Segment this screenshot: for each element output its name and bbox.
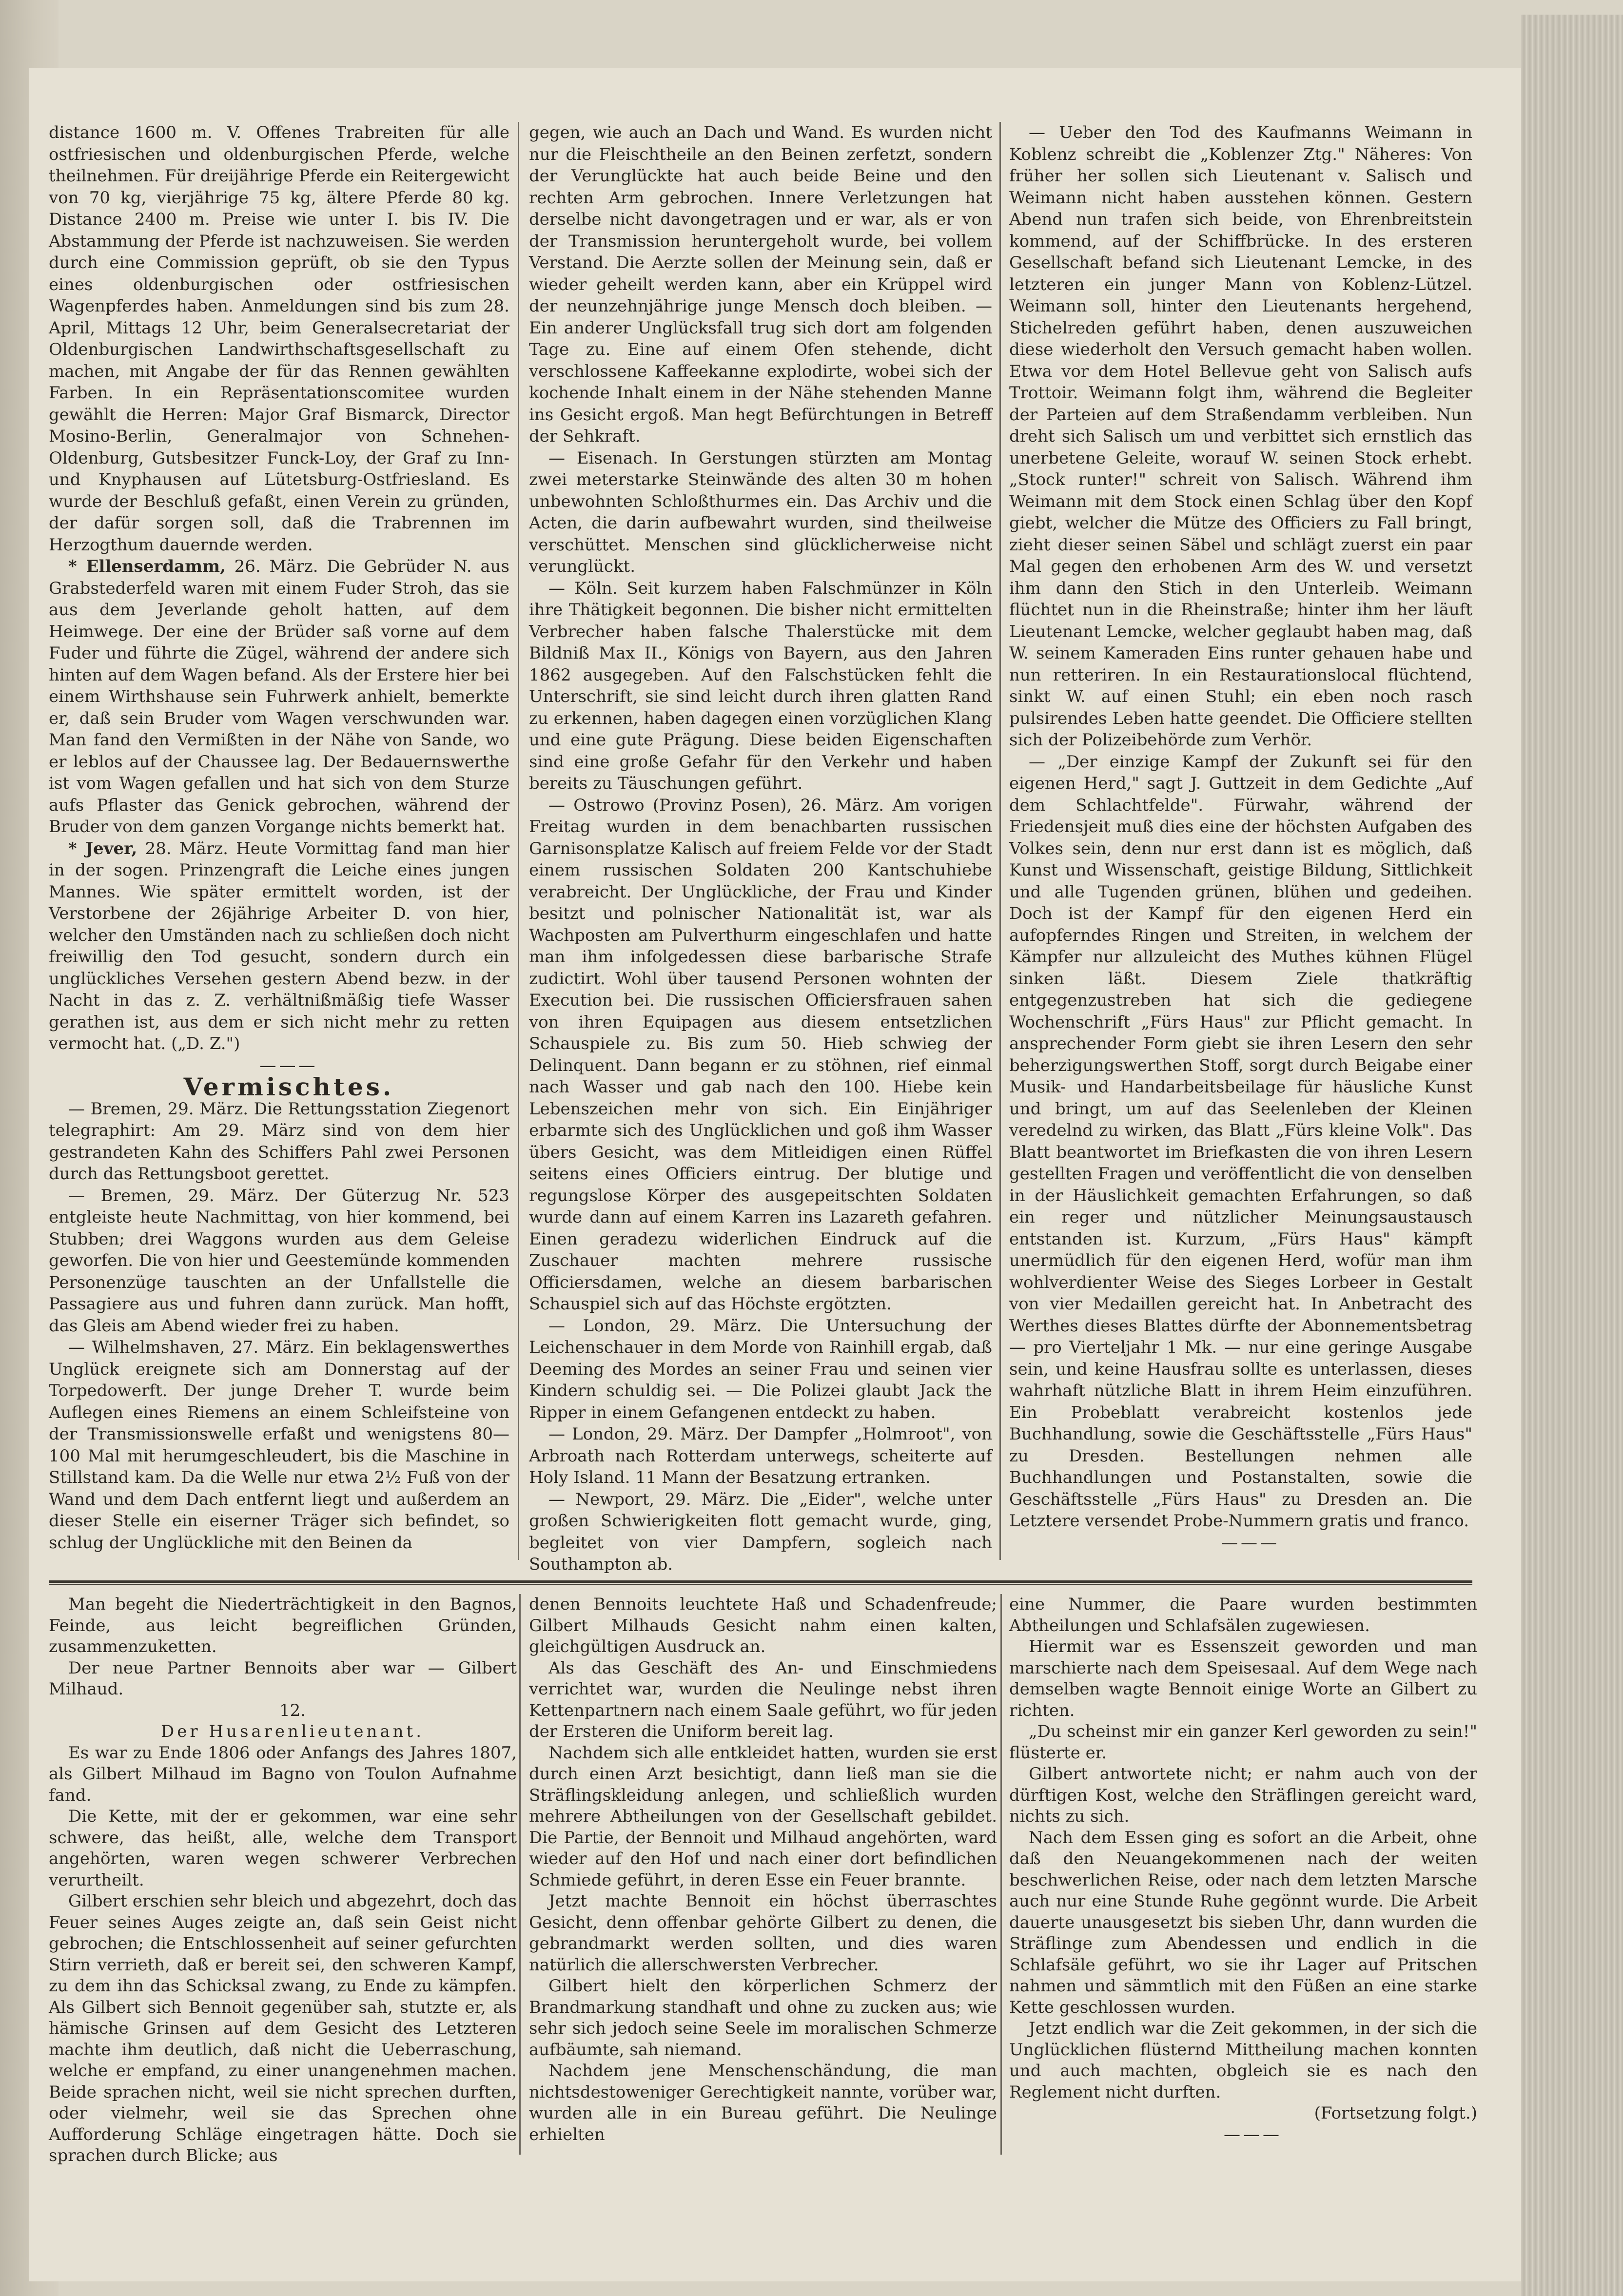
paragraph: Gilbert erschien sehr bleich und abgezehrt, doch das Feuer seines Auges zeigte an, daß sein Geist nicht gebrochen; die Entschlossenheit auf seiner gefurchten Stirn verrieth, daß er bereit sei, den schweren Kampf, zu dem ihn das Schicksal zwang, zu Ende zu kämpfen. Als Gilbert sich Bennoit gegenüber sah, stutzte er, als hämische Grinsen auf dem Gesicht des Letzteren machte ihm deutlich, daß nicht die Ueberraschung, welche er empfand, zu einer unangenehmen machen. Beide sprachen nicht, weil sie nicht sprechen durften, oder vielmehr, weil sie das Sprechen ohne Aufforderung Schläge eingetragen hätte. Doch sie sprachen durch Blicke; aus (49, 1891, 517, 2165)
paragraph (49, 556, 509, 838)
paragraph-text: 26. März. Die Gebrüder N. aus Grabstederfeld waren mit einem Fuder Stroh, das sie aus dem Jeverlande geholt hatten, auf dem Heimwege. Der eine der Brüder saß vorne auf dem Fuder und führte die Zügel, während der andere sich hinten auf dem Wagen befand. Als der Erstere hier bei einem Wirthshause sein Fuhrwerk anhielt, bemerkte er, daß sein Bruder vom Wagen verschwunden war. Man fand den Vermißten in der Nähe von Sande, wo er leblos auf der Chaussee lag. Der Bedauernswerthe ist vom Wagen gefallen und hat sich von dem Sturze aufs Pflaster das Genick gebrochen, während der Bruder von dem ganzen Vorgange nichts bemerkt hat. (49, 557, 509, 837)
paragraph: — Bremen, 29. März. Der Güterzug Nr. 523 entgleiste heute Nachmittag, von hier kommend, bei Stubben; drei Waggons wurden aus dem Geleise geworfen. Die von hier und Geestemünde kommenden Personenzüge tauschten an der Unfallstelle die Passagiere aus und fuhren dann zurück. Man hofft, das Gleis am Abend wieder frei zu haben. (49, 1186, 509, 1336)
feuilleton-divider (49, 1580, 1472, 1583)
continuation-note: (Fortsetzung folgt.) (1314, 2103, 1477, 2123)
paragraph: Gilbert antwortete nicht; er nahm auch von der dürftigen Kost, welche den Sträflingen gereicht ward, nichts zu sich. (1009, 1764, 1477, 1826)
paragraph: Als das Geschäft des An- und Einschmiedens verrichtet war, wurden die Neulinge nebst ihren Kettenpartnern nach einem Saale geführt, wo für jeden der Ersteren die Uniform bereit lag. (529, 1658, 997, 1741)
paragraph: Man begeht die Niederträchtigkeit in den Bagnos, Feinde, aus leicht begreiflichen Gründen, zusammenzuketten. (49, 1595, 517, 1656)
paragraph: — Ueber den Tod des Kaufmanns Weimann in Koblenz schreibt die „Koblenzer Ztg." Näheres: Von früher her sollen sich Lieutenant v. Salisch und Weimann nicht haben ausstehen können. Gestern Abend nun trafen sich beide, von Ehrenbreitstein kommend, auf der Schiffbrücke. In des ersteren Gesellschaft befand sich Lieutenant Lemcke, in des letzteren ein junger Mann von Koblenz-Lützel. Weimann soll, hinter den Lieutenants hergehend, Stichelreden geführt haben, denen auszuweichen diese wiederholt den Versuch gemacht haben wollen. Etwa vor dem Hotel Bellevue geht von Salisch aufs Trottoir. Weimann folgt ihm, während die Begleiter der Parteien auf dem Straßendamm verbleiben. Nun dreht sich Salisch um und verbittet sich ernstlich das unerbetene Geleite, worauf W. seinen Stock erhebt. „Stock runter!" schreit von Salisch. Während ihm Weimann mit dem Stock einen Schlag über den Kopf giebt, welcher die Mütze des Officiers zu Fall bringt, zieht dieser seinen Säbel und schlägt zuerst ein paar Mal gegen den erhobenen Arm des W. und versetzt ihm dann den Stich in den Unterleib. Weimann flüchtet nun in die Rheinstraße; hinter ihm her läuft Lieutenant Lemcke, welcher geglaubt haben mag, daß W. seinem Kameraden Eins runter gehauen habe und nun retteriren. In ein Restaurationslocal flüchtend, sinkt W. auf einen Stuhl; ein eben noch rasch pulsirendes Leben hatte geendet. Die Officiere stellten sich der Polizeibehörde zum Verhör. (1009, 123, 1472, 750)
paragraph: gegen, wie auch an Dach und Wand. Es wurden nicht nur die Fleischtheile an den Beinen zerfetzt, sondern der Verunglückte hat auch beide Beine und den rechten Arm gebrochen. Innere Verletzungen hat derselbe nicht davongetragen und er war, als er von der Transmission heruntergeholt wurde, bei vollem Verstand. Die Aerzte sollen der Meinung sein, daß er wieder geheilt werden kann, aber ein Krüppel wird der neunzehnjährige junge Mensch doch bleiben. — Ein anderer Unglücksfall trug sich dort am folgenden Tage zu. Eine auf einem Ofen stehende, dicht verschlossene Kaffeekanne explodirte, wobei sich der kochende Inhalt einem in der Nähe stehenden Manne ins Gesicht ergoß. Man hegt Befürchtungen in Betreff der Sehkraft. (529, 123, 992, 446)
paragraph: — London, 29. März. Der Dampfer „Holmroot", von Arbroath nach Rotterdam unterwegs, scheiterte auf Holy Island. 11 Mann der Besatzung ertranken. (529, 1424, 992, 1487)
paragraph: — Wilhelmshaven, 27. März. Ein beklagenswerthes Unglück ereignete sich am Donnerstag auf der Torpedowerft. Der junge Dreher T. wurde beim Auflegen eines Riemens an einem Schleifsteine von der Transmissionswelle erfaßt und wenigstens 80—100 Mal mit herumgeschleudert, bis die Maschine in Stillstand kam. Da die Welle nur etwa 2½ Fuß von der Wand und dem Dach entfernt liegt und außerdem an dieser Stelle ein eiserner Träger sich befindet, so schlug der Unglückliche mit den Beinen da (49, 1338, 509, 1553)
dateline: * Ellenserdamm, (68, 557, 226, 576)
paragraph: Nach dem Essen ging es sofort an die Arbeit, ohne daß den Neuangekommenen nach der weiten beschwerlichen Reise, oder nach dem letzten Marsche auch nur eine Stunde Ruhe gegönnt wurde. Die Arbeit dauerte unausgesetzt bis sieben Uhr, dann wurden die Sträflinge zum Abendessen und endlich in die Schlafsäle geführt, wo sie ihr Lager auf Pritschen nahmen und sämmtlich mit den Füßen an eine starke Kette geschlossen wurden. (1009, 1828, 1477, 2017)
feuilleton-column-1 (49, 1594, 517, 2165)
column-rule (518, 122, 519, 1560)
paragraph: — Bremen, 29. März. Die Rettungsstation Ziegenort telegraphirt: Am 29. März sind von dem hier gestrandeten Kahn des Schiffers Pahl zwei Personen durch das Rettungsboot gerettet. (49, 1099, 509, 1184)
paragraph (49, 838, 509, 1055)
paragraph: Der neue Partner Bennoits aber war — Gilbert Milhaud. (49, 1658, 517, 1699)
paragraph: denen Bennoits leuchtete Haß und Schadenfreude; Gilbert Milhauds Gesicht nahm einen kalten, gleichgültigen Ausdruck an. (529, 1595, 997, 1656)
paragraph: „Du scheinst mir ein ganzer Kerl geworden zu sein!" flüsterte er. (1009, 1722, 1477, 1763)
separator: ——— (259, 1055, 318, 1075)
feuilleton-divider-thin (49, 1584, 1472, 1585)
column-1 (49, 122, 509, 1560)
paragraph: Gilbert hielt den körperlichen Schmerz der Brandmarkung standhaft und ohne zu zucken aus; wie sehr sich jedoch seine Seele im moralischen Schmerze aufbäumte, sah niemand. (529, 1976, 997, 2060)
paragraph: distance 1600 m. V. Offenes Trabreiten für alle ostfriesischen und oldenburgischen Pferde, welche theilnehmen. Für dreijährige Pferde ein Reitergewicht von 70 kg, vierjährige 75 kg, ältere Pferde 80 kg. Distance 2400 m. Preise wie unter I. bis IV. Die Abstammung der Pferde ist nachzuweisen. Sie werden durch eine Commission geprüft, ob sie den Typus eines oldenburgischen oder ostfriesischen Wagenpferdes haben. Anmeldungen sind bis zum 28. April, Mittags 12 Uhr, beim Generalsecretariat der Oldenburgischen Landwirthschaftsgesellschaft zu machen, mit Angabe der für das Rennen gewählten Farben. In ein Repräsentationscomitee wurden gewählt die Herren: Major Graf Bismarck, Director Mosino-Berlin, Generalmajor von Schnehen-Oldenburg, Gutsbesitzer Funck-Loy, der Graf zu Inn- und Knyphausen auf Lütetsburg-Ostfriesland. Es wurde der Beschluß gefaßt, einen Verein zu gründen, der dafür sorgen soll, daß die Trabrennen im Herzogthum dauernde werden. (49, 123, 509, 555)
paragraph: Die Kette, mit der er gekommen, war eine sehr schwere, das heißt, alle, welche dem Transport angehörten, waren wegen schwerer Verbrechen verurtheilt. (49, 1807, 517, 1890)
paragraph: Jetzt machte Bennoit ein höchst überraschtes Gesicht, denn offenbar gehörte Gilbert zu denen, die gebrandmarkt werden sollten, und dies waren natürlich die allerschwersten Verbrecher. (529, 1891, 997, 1975)
paragraph: eine Nummer, die Paare wurden bestimmten Abtheilungen und Schlafsälen zugewiesen. (1009, 1595, 1477, 1635)
paragraph: Es war zu Ende 1806 oder Anfangs des Jahres 1807, als Gilbert Milhaud im Bagno von Toulon Aufnahme fand. (49, 1743, 517, 1805)
separator: ——— (1221, 1533, 1280, 1553)
paragraph: — Köln. Seit kurzem haben Falschmünzer in Köln ihre Thätigkeit begonnen. Die bisher nicht ermittelten Verbrecher haben falsche Thalerstücke mit dem Bildniß Max II., Königs von Bayern, aus den Jahren 1862 ausgegeben. Auf den Falschstücken fehlt die Unterschrift, sie sind leicht durch ihren glatten Rand zu erkennen, haben dagegen einen vorzüglichen Klang und eine gute Prägung. Diese beiden Eigenschaften sind eine große Gefahr für den Verkehr und haben bereits zu Täuschungen geführt. (529, 578, 992, 793)
paragraph: — Eisenach. In Gerstungen stürzten am Montag zwei meterstarke Steinwände des alten 30 m hohen unbewohnten Schloßthurmes ein. Das Archiv und die Acten, die darin aufbewahrt wurden, sind theilweise verschüttet. Menschen sind glücklicherweise nicht verunglückt. (529, 448, 992, 576)
feuilleton-column-2 (529, 1594, 997, 2155)
paragraph: — London, 29. März. Die Untersuchung der Leichenschauer in dem Morde von Rainhill ergab, daß Deeming des Mordes an seiner Frau und seinen vier Kindern schuldig sei. — Die Polizei glaubt Jack the Ripper in einem Gefangenen entdeckt zu haben. (529, 1316, 992, 1422)
chapter-title: Der Husarenlieutenant. (160, 1722, 425, 1741)
feuilleton-column-3 (1009, 1594, 1477, 2155)
column-rule (519, 1594, 521, 2155)
column-rule (1000, 1594, 1002, 2155)
column-rule (999, 122, 1001, 1560)
paragraph: Jetzt endlich war die Zeit gekommen, in der sich die Unglücklichen flüsternd Mittheilung machen konnten und auch machten, obgleich sie es nach den Reglement nicht durften. (1009, 2019, 1477, 2102)
paragraph-text: 28. März. Heute Vormittag fand man hier in der sogen. Prinzengraft die Leiche eines jungen Mannes. Wie später ermittelt worden, ist der Verstorbene der 26jährige Arbeiter D. von hier, welcher den Umständen nach zu schließen doch nicht freiwillig den Tod gesucht, sondern durch ein unglückliches Versehen gestern Abend bezw. in der Nacht in das z. Z. verhältnißmäßig tiefe Wasser gerathen ist, aus dem er sich nicht mehr zu retten vermocht hat. („D. Z.") (49, 838, 510, 1053)
paragraph: — Newport, 29. März. Die „Eider", welche unter großen Schwierigkeiten flott gemacht wurde, ging, begleitet von vier Dampfern, sogleich nach Southampton ab. (529, 1489, 992, 1574)
paragraph: — Ostrowo (Provinz Posen), 26. März. Am vorigen Freitag wurden in dem benachbarten russischen Garnisonsplatze Kalisch auf freiem Felde vor der Stadt einem russischen Soldaten 200 Kantschuhiebe verabreicht. Der Unglückliche, der Frau und Kinder besitzt und polnischer Nationalität ist, war als Wachposten am Pulverthurm eingeschlafen und hatte man ihm infolgedessen diese barbarische Strafe zudictirt. Wohl über tausend Personen wohnten der Execution bei. Die russischen Officiersfrauen sahen von ihren Equipagen aus diesem entsetzlichen Schauspiele zu. Bis zum 50. Hieb schwieg der Delinquent. Dann begann er zu stöhnen, rief einmal nach Wasser und gab nach den 100. Hiebe kein Lebenszeichen mehr von sich. Ein Einjähriger erbarmte sich des Unglücklichen und goß ihm Wasser übers Gesicht, was dem Mitleidigen einen Rüffel seitens eines Officiers eintrug. Der blutige und regungslose Körper des ausgepeitschten Soldaten wurde dann auf einem Karren ins Lazareth gefahren. Einen geradezu widerlichen Eindruck auf die Zuschauer machten mehrere russische Officiersdamen, welche an diesem barbarischen Schauspiel sich auf das Höchste ergötzten. (529, 795, 992, 1314)
section-heading: Vermischtes. (183, 1072, 394, 1101)
column-3 (1009, 122, 1472, 1560)
dateline: * Jever, (68, 838, 137, 858)
separator: ——— (1224, 2124, 1282, 2144)
paragraph: — „Der einzige Kampf der Zukunft sei für den eigenen Herd," sagt J. Guttzeit in dem Gedichte „Auf dem Schlachtfelde". Fürwahr, während der Friedensjeit muß dies eine der höchsten Aufgaben des Volkes sein, denn nur erst dann ist es möglich, daß Kunst und Wissenschaft, geistige Bildung, Sittlichkeit und alle Tugenden grünen, blühen und gedeihen. Doch ist der Kampf für den eigenen Herd ein aufopferndes Ringen und Streiten, in welchem der Kämpfer nur allzuleicht des Muthes kühnen Flügel sinken läßt. Diesem Ziele thatkräftig entgegenzustreben hat sich die gediegene Wochenschrift „Fürs Haus" zur Pflicht gemacht. In ansprechender Form giebt sie ihren Lesern den sehr beherzigungswerthen Stoff, sorgt durch Beigabe einer Musik- und Handarbeitsbeilage für häusliche Kunst und bringt, um auf das Seelenleben der Kleinen veredelnd zu wirken, das Blatt „Fürs kleine Volk". Das Blatt beantwortet im Briefkasten die von ihren Lesern gestellten Fragen und veröffentlicht die von denselben in der Häuslichkeit gemachten Erfahrungen, so daß ein reger und nützlicher Meinungsaustausch entstanden ist. Kurzum, „Fürs Haus" kämpft unermüdlich für den eigenen Herd, wofür man ihm wohlverdienter Weise des Sieges Lorbeer in Gestalt von vier Medaillen gereicht hat. In Anbetracht des Werthes dieses Blattes dürfte der Abonnementsbetrag — pro Vierteljahr 1 Mk. — nur eine geringe Ausgabe sein, und keine Hausfrau sollte es unterlassen, dieses wahrhaft nützliche Blatt in ihrem Heim einzuführen. Ein Probeblatt verabreicht kostenlos jede Buchhandlung, sowie die Geschäftsstelle „Fürs Haus" zu Dresden. Bestellungen nehmen alle Buchhandlungen und Postanstalten, sowie die Geschäftsstelle „Fürs Haus" zu Dresden an. Die Letztere versendet Probe-Nummern gratis und franco. (1009, 752, 1472, 1531)
page-edge-stack (1521, 15, 1623, 2296)
paragraph: Nachdem jene Menschenschändung, die man nichtsdestoweniger Gerechtigkeit nannte, vorüber war, wurden alle in ein Bureau geführt. Die Neulinge erhielten (529, 2061, 997, 2144)
paragraph: Nachdem sich alle entkleidet hatten, wurden sie erst durch einen Arzt besichtigt, dann ließ man sie die Sträflingskleidung anlegen, und schließlich wurden mehrere Abtheilungen von der Gesellschaft gebildet. Die Partie, der Bennoit und Milhaud angehörten, ward wieder auf den Hof und nach einer dort befindlichen Schmiede geführt, in deren Esse ein Feuer brannte. (529, 1743, 997, 1890)
chapter-number: 12. (279, 1700, 306, 1720)
paragraph: Hiermit war es Essenszeit geworden und man marschierte nach dem Speisesaal. Auf dem Wege nach demselben wagte Bennoit einige Worte an Gilbert zu richten. (1009, 1637, 1477, 1720)
column-2 (529, 122, 992, 1574)
